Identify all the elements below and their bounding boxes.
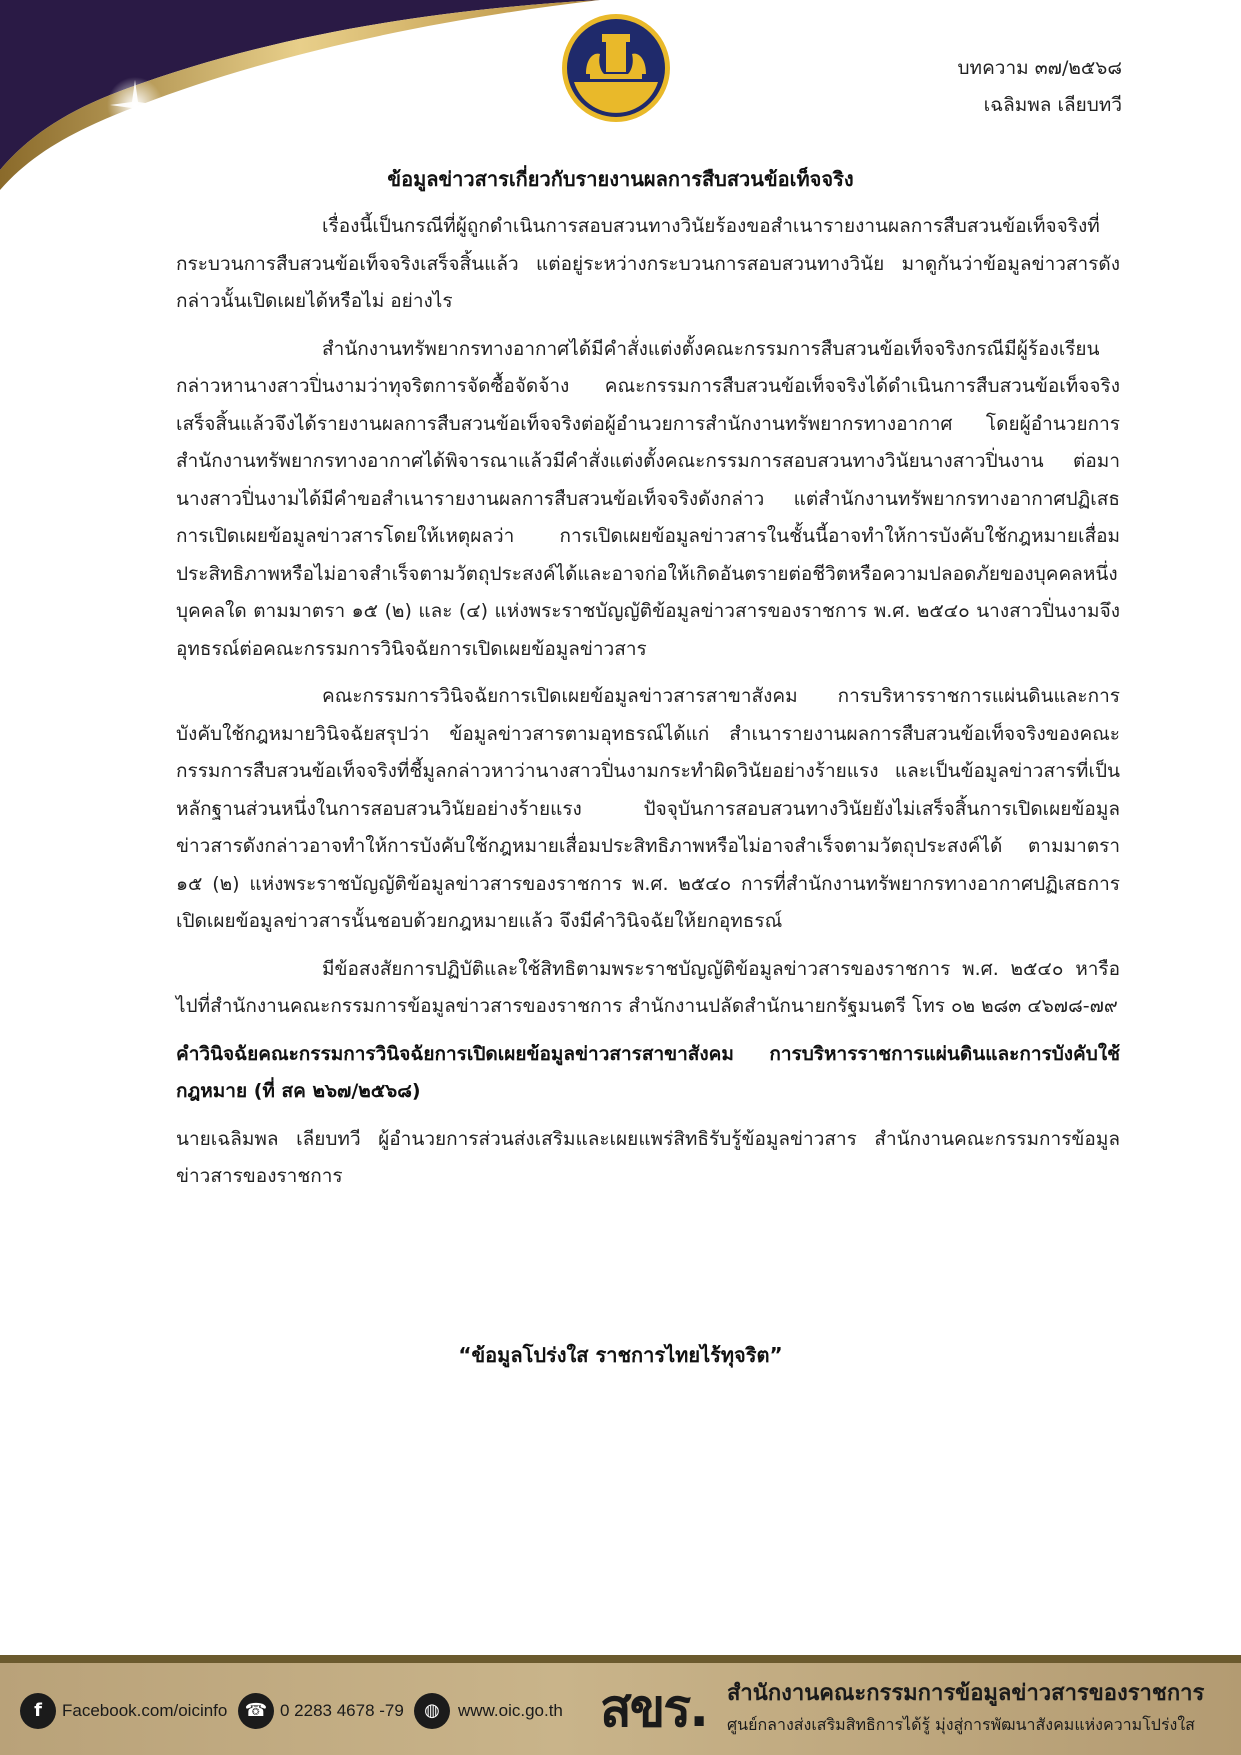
article-meta: [958, 50, 1123, 124]
paragraph-contact: มีข้อสงสัยการปฏิบัติและใช้สิทธิตามพระราชบัญญัติข้อมูลข่าวสารของราชการ พ.ศ. ๒๕๔๐ หารือไปที่สำนักงานคณะกรรมการข้อมูลข่าวสารของราชการ สำนักงานปลัดสำนักนายกรัฐมนตรี โทร ๐๒ ๒๘๓ ๔๖๗๘-๗๙: [176, 957, 1120, 1017]
paragraph-intro: เรื่องนี้เป็นกรณีที่ผู้ถูกดำเนินการสอบสวนทางวินัยร้องขอสำเนารายงานผลการสืบสวนข้อเท็จจริงที่กระบวนการสืบสวนข้อเท็จจริงเสร็จสิ้นแล้ว แต่อยู่ระหว่างกระบวนการสอบสวนทางวินัย มาดูกันว่าข้อมูลข่าวสารดังกล่าวนั้นเปิดเผยได้หรือไม่ อย่างไร: [176, 215, 1120, 312]
slogan: “ข้อมูลโปร่งใส ราชการไทยไร้ทุจริต”: [458, 1343, 783, 1367]
globe-icon: ◍: [414, 1693, 450, 1729]
oic-emblem-logo: [560, 12, 672, 124]
article-number: บทความ ๓๗/๒๕๖๘: [957, 57, 1122, 79]
corner-decoration: [0, 0, 620, 190]
paragraph-facts: สำนักงานทรัพยากรทางอากาศได้มีคำสั่งแต่งตั้งคณะกรรมการสืบสวนข้อเท็จจริงกรณีมีผู้ร้องเรียนกล่าวหานางสาวปิ่นงามว่าทุจริตการจัดซื้อจัดจ้าง คณะกรรมการสืบสวนข้อเท็จจริงได้ดำเนินการสืบสวนข้อเท็จจริงเสร็จสิ้นแล้วจึงได้รายงานผลการสืบสวนข้อเท็จจริงต่อผู้อำนวยการสำนักงานทรัพยากรทางอากาศ โดยผู้อำนวยการสำนักงานทรัพยากรทางอากาศได้พิจารณาแล้วมีคำสั่งแต่งตั้งคณะกรรมการสอบสวนทางวินัยนางสาวปิ่นงาน ต่อมานางสาวปิ่นงามได้มีคำขอสำเนารายงานผลการสืบสวนข้อเท็จจริงดังกล่าว แต่สำนักงานทรัพยากรทางอากาศปฏิเสธการเปิดเผยข้อมูลข่าวสารโดยให้เหตุผลว่า การเปิดเผยข้อมูลข่าวสารในชั้นนี้อาจทำให้การบังคับใช้กฎหมายเสื่อมประสิทธิภาพหรือไม่อาจสำเร็จตามวัตถุประสงค์ได้และอาจก่อให้เกิดอันตรายต่อชีวิตหรือความปลอดภัยของบุคคลหนึ่ง บุคคลใด ตามมาตรา ๑๕ (๒) และ (๔) แห่งพระราชบัญญัติข้อมูลข่าวสารของราชการ พ.ศ. ๒๕๔๐ นางสาวปิ่นงามจึงอุทธรณ์ต่อคณะกรรมการวินิจฉัยการเปิดเผยข้อมูลข่าวสาร: [176, 337, 1120, 660]
decision-reference: คำวินิจฉัยคณะกรรมการวินิจฉัยการเปิดเผยข้อมูลข่าวสารสาขาสังคม การบริหารราชการแผ่นดินและการบังคับใช้กฎหมาย (ที่ สค ๒๖๗/๒๕๖๘): [176, 1042, 1120, 1102]
document-body: [176, 208, 1120, 1206]
footer-divider: [0, 1655, 1241, 1663]
organization-name: สำนักงานคณะกรรมการข้อมูลข่าวสารของราชการ: [727, 1681, 1205, 1706]
document-title: ข้อมูลข่าวสารเกี่ยวกับรายงานผลการสืบสวนข้อเท็จจริง: [387, 167, 854, 191]
article-author: เฉลิมพล เลียบทวี: [983, 94, 1122, 116]
facebook-link[interactable]: Facebook.com/oicinfo: [62, 1701, 228, 1720]
website-link[interactable]: www.oic.go.th: [458, 1701, 563, 1720]
paragraph-decision: คณะกรรมการวินิจฉัยการเปิดเผยข้อมูลข่าวสารสาขาสังคม การบริหารราชการแผ่นดินและการบังคับใช้กฎหมายวินิจฉัยสรุปว่า ข้อมูลข่าวสารตามอุทธรณ์ได้แก่ สำเนารายงานผลการสืบสวนข้อเท็จจริงของคณะกรรมการสืบสวนข้อเท็จจริงที่ชี้มูลกล่าวหาว่านางสาวปิ่นงามกระทำผิดวินัยอย่างร้ายแรง และเป็นข้อมูลข่าวสารที่เป็นหลักฐานส่วนหนึ่งในการสอบสวนวินัยอย่างร้ายแรง ปัจจุบันการสอบสวนทางวินัยยังไม่เสร็จสิ้นการเปิดเผยข้อมูลข่าวสารดังกล่าวอาจทำให้การบังคับใช้กฎหมายเสื่อมประสิทธิภาพหรือไม่อาจสำเร็จตามวัตถุประสงค์ได้ ตามมาตรา ๑๕ (๒) แห่งพระราชบัญญัติข้อมูลข่าวสารของราชการ พ.ศ. ๒๕๔๐ การที่สำนักงานทรัพยากรทางอากาศปฏิเสธการเปิดเผยข้อมูลข่าวสารนั้นชอบด้วยกฎหมายแล้ว จึงมีคำวินิจฉัยให้ยกอุทธรณ์: [176, 685, 1120, 932]
oic-text-logo: สขร.: [600, 1679, 707, 1739]
organization-tagline: ศูนย์กลางส่งเสริมสิทธิการได้รู้ มุ่งสู่การพัฒนาสังคมแห่งความโปร่งใส: [727, 1715, 1195, 1734]
phone-number: 0 2283 4678 -79: [280, 1701, 404, 1720]
author-line: นายเฉลิมพล เลียบทวี ผู้อำนวยการส่วนส่งเสริมและเผยแพร่สิทธิรับรู้ข้อมูลข่าวสาร สำนักงานคณะกรรมการข้อมูลข่าวสารของราชการ: [176, 1127, 1120, 1187]
footer-bar: [0, 1663, 1241, 1755]
facebook-icon: f: [20, 1693, 56, 1729]
phone-icon: ☎: [238, 1693, 274, 1729]
